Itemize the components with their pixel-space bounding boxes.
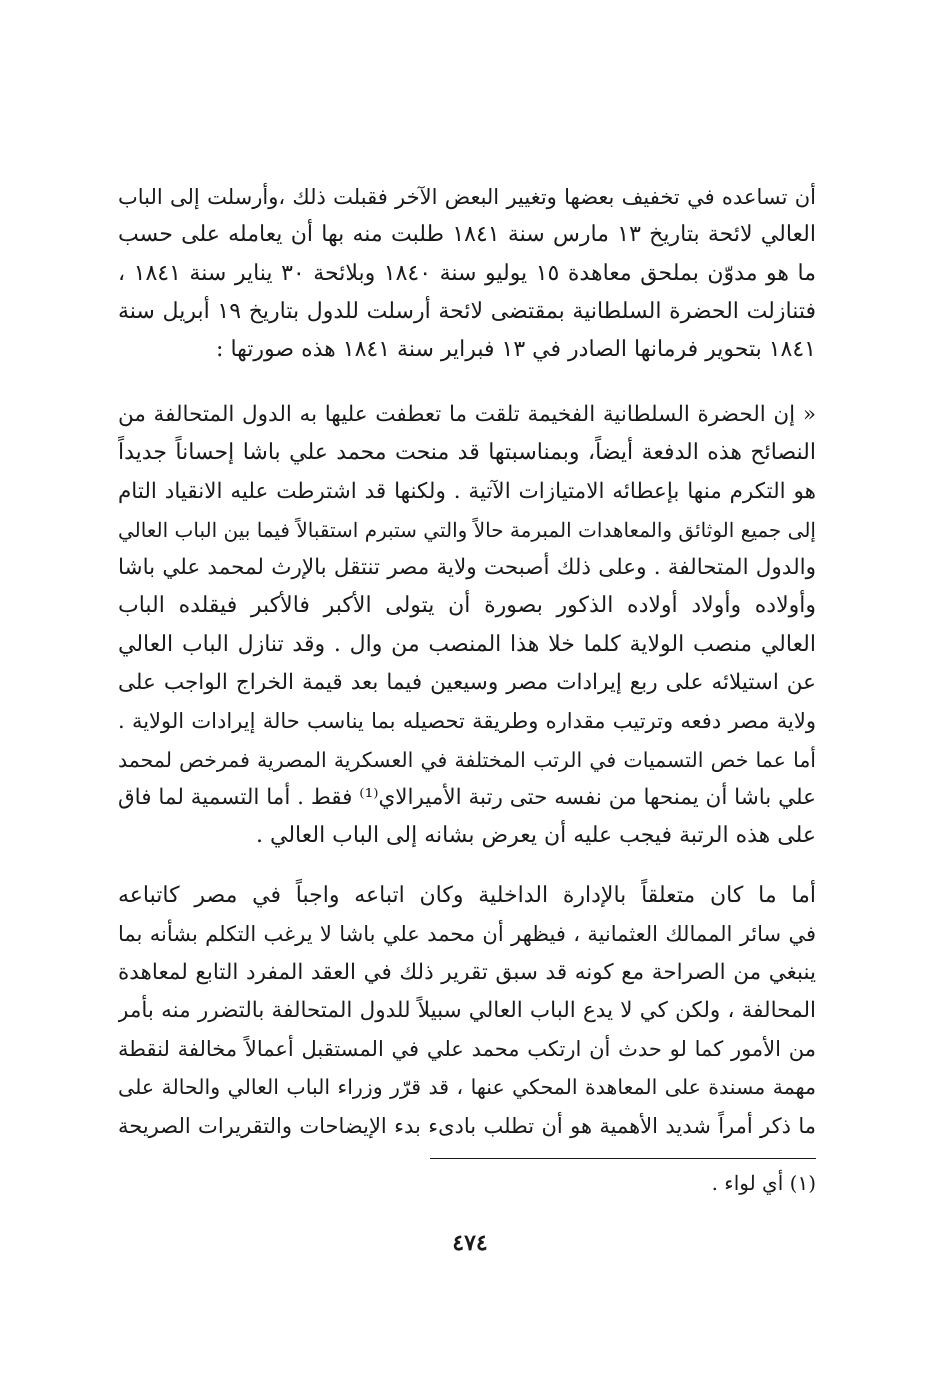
- text-line: على هذه الرتبة فيجب عليه أن يعرض بشانه إلى الباب العالي .: [256, 823, 816, 849]
- text-line: في سائر الممالك العثمانية ، فيظهر أن محمد علي باشا لا يرغب التكلم بشأنه بما: [118, 922, 816, 947]
- text-line: أما عما خص التسميات في الرتب المختلفة في العسكرية المصرية فمرخص لمحمد: [118, 747, 816, 772]
- text-line: ما هو مدوّن بملحق معاهدة ١٥ يوليو سنة ١٨٤٠ وبلائحة ٣٠ يناير سنة ١٨٤١ ،: [118, 260, 816, 286]
- text-line: العالي لائحة بتاريخ ١٣ مارس سنة ١٨٤١ طلبت منه بها أن يعامله على حسب: [118, 222, 816, 248]
- text-line: علي باشا أن يمنحها من نفسه حتى رتبة الأميرالاي⁽¹⁾ فقط . أما التسمية لما فاق: [118, 784, 816, 810]
- text-line: ١٨٤١ بتحوير فرمانها الصادر في ١٣ فبراير سنة ١٨٤١ هذه صورتها :: [216, 337, 816, 363]
- text-line: وأولاده وأولاد أولاده الذكور بصورة أن يتولى الأكبر فالأكبر فيقلده الباب: [118, 593, 816, 619]
- text-line: مهمة مسندة على المعاهدة المحكي عنها ، قد قرّر وزراء الباب العالي والحالة على: [118, 1075, 816, 1100]
- text-line: ولاية مصر دفعه وترتيب مقداره وطريقة تحصيله بما يناسب حالة إيرادات الولاية .: [118, 709, 816, 734]
- paragraph-3: [118, 877, 816, 1145]
- text-line: من الأمور كما لو حدث أن ارتكب محمد علي في المستقبل أعمالاً مخالفة لنقطة: [118, 1037, 816, 1062]
- text-line: النصائح هذه الدفعة أيضاً، وبمناسبتها قد منحت محمد علي باشا إحساناً جديداً: [118, 440, 816, 466]
- text-line: هو التكرم منها بإعطائه الامتيازات الآتية . ولكنها قد اشترطت عليه الانقياد التام: [118, 478, 816, 504]
- text-line: « إن الحضرة السلطانية الفخيمة تلقت ما تعطفت عليها به الدول المتحالفة من: [118, 402, 816, 427]
- text-line: ما ذكر أمراً شديد الأهمية هو أن تطلب بادىء بدء الإيضاحات والتقريرات الصريحة: [118, 1113, 816, 1138]
- paragraph-2-quote: [118, 396, 816, 856]
- text-line: والدول المتحالفة . وعلى ذلك أصبحت ولاية مصر تنتقل بالإرث لمحمد علي باشا: [118, 555, 816, 581]
- paragraph-1: [118, 178, 816, 369]
- text-line: أما ما كان متعلقاً بالإدارة الداخلية وكان اتباعه واجباً في مصر كاتباعه: [118, 883, 816, 908]
- text-line: عن استيلائه على ربع إيرادات مصر وسيعين فيما بعد قيمة الخراج الواجب على: [118, 670, 816, 696]
- text-line: أن تساعده في تخفيف بعضها وتغيير البعض الآخر فقبلت ذلك ،وأرسلت إلى الباب: [118, 185, 816, 209]
- page-number: ٤٧٤: [452, 1230, 488, 1256]
- footnote-divider: [430, 1158, 816, 1159]
- text-line: المحالفة ، ولكن كي لا يدع الباب العالي سبيلاً للدول المتحالفة بالتضرر منه بأمر: [118, 997, 816, 1023]
- text-line: إلى جميع الوثائق والمعاهدات المبرمة حالاً والتي ستبرم استقبالاً فيما بين الباب العالي: [118, 517, 816, 542]
- footnote: (١) أي لواء .: [711, 1171, 816, 1195]
- text-line: فتنازلت الحضرة السلطانية بمقتضى لائحة أرسلت للدول بتاريخ ١٩ أبريل سنة: [118, 298, 816, 324]
- text-line: العالي منصب الولاية كلما خلا هذا المنصب من وال . وقد تنازل الباب العالي: [118, 631, 816, 657]
- text-line: ينبغي من الصراحة مع كونه قد سبق تقرير ذلك في العقد المفرد التابع لمعاهدة: [118, 959, 816, 985]
